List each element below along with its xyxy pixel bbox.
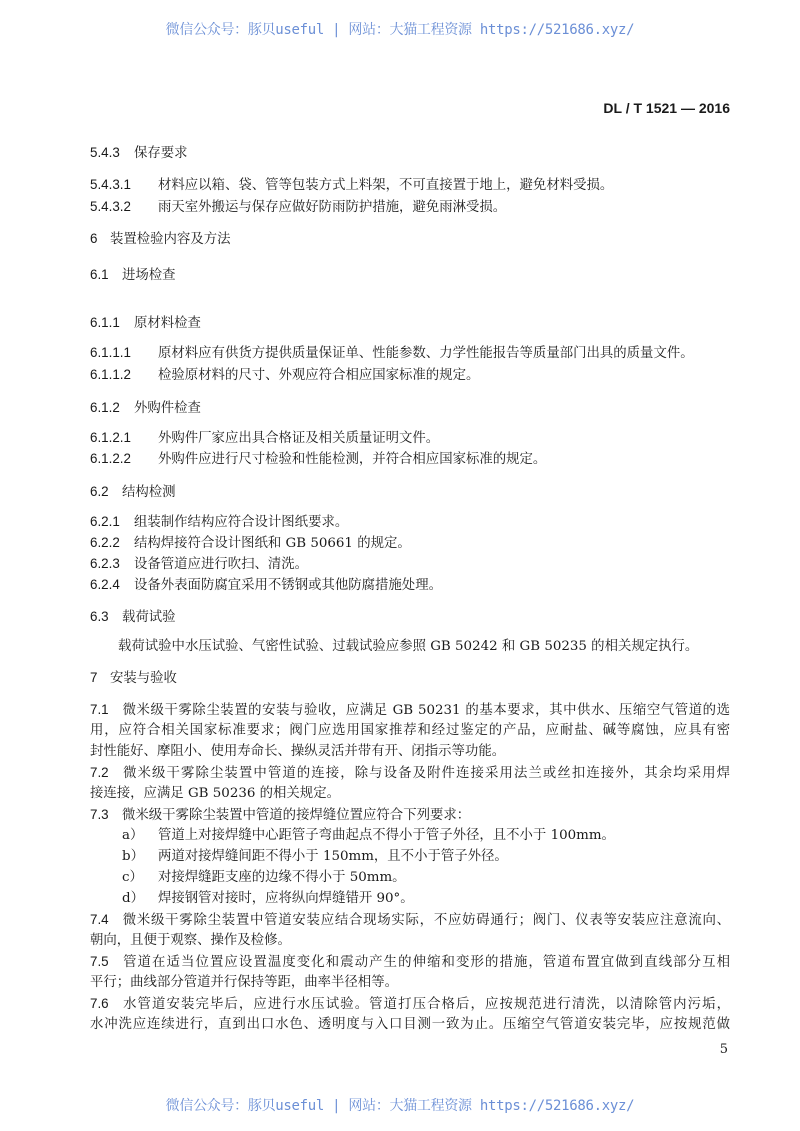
clause-text: 材料应以箱、袋、管等包装方式上料架，不可直接置于地上，避免材料受损。 <box>158 178 614 193</box>
clause-7-5-line <box>90 952 730 973</box>
clause-number: 6.2.3 <box>90 556 120 571</box>
clause-number: 6.1.2.1 <box>90 430 131 445</box>
clause-text: 微米级干雾除尘装置中管道的接焊缝位置应符合下列要求： <box>122 808 471 823</box>
clause-number: 6.1.2.2 <box>90 451 131 466</box>
heading-title: 进场检查 <box>122 267 176 282</box>
heading-5-4-3 <box>90 143 730 163</box>
heading-number: 6.1.1 <box>90 315 120 330</box>
item-text: 焊接钢管对接时，应将纵向焊缝错开 90°。 <box>158 891 414 906</box>
heading-title: 装置检验内容及方法 <box>110 231 231 246</box>
clause-text: 微米级干雾除尘装置的安装与验收，应满足 GB 50231 的基本要求，其中供水、压缩空气管道的选 <box>122 703 730 718</box>
clause-number: 7.5 <box>90 954 109 969</box>
heading-title: 结构检测 <box>122 484 176 499</box>
clause-text: 外购件应进行尺寸检验和性能检测，并符合相应国家标准的规定。 <box>158 452 547 467</box>
heading-6-2 <box>90 482 730 502</box>
clause-6-2-1 <box>90 512 730 533</box>
list-item <box>122 826 730 846</box>
clause-text: 微米级干雾除尘装置中管道安装应结合现场实际，不应妨碍通行；阀门、仪表等安装应注意流向、 <box>122 913 730 928</box>
clause-5-4-3-1 <box>90 175 730 196</box>
heading-title: 安装与验收 <box>110 670 177 685</box>
clause-text: 微米级干雾除尘装置中管道的连接，除与设备及附件连接采用法兰或丝扣连接外，其余均采用焊 <box>122 766 730 781</box>
item-text: 管道上对接焊缝中心距管子弯曲起点不得小于管子外径，且不小于 100mm。 <box>158 828 615 843</box>
heading-title: 保存要求 <box>134 145 188 160</box>
list-item <box>122 847 730 867</box>
watermark-top: 微信公众号：豚贝useful | 网站：大猫工程资源 https://521686.xyz/ <box>165 22 635 38</box>
clause-6-1-1-1 <box>90 343 730 364</box>
heading-number: 6.2 <box>90 484 109 499</box>
heading-6 <box>90 229 730 249</box>
clause-7-1-line: 用，应符合相关国家标准要求；阀门应选用国家推荐和经过鉴定的产品，应耐盐、碱等腐蚀，应具有密 <box>90 723 730 738</box>
clause-7-4-line: 朝向，且便于观察、操作及检修。 <box>90 933 291 948</box>
clause-number: 6.1.1.2 <box>90 367 131 382</box>
heading-number: 6.1 <box>90 267 109 282</box>
clause-number: 7.2 <box>90 765 109 780</box>
clause-number: 7.6 <box>90 996 109 1011</box>
clause-6-1-2-1 <box>90 428 730 449</box>
clause-number: 5.4.3.2 <box>90 199 131 214</box>
heading-number: 5.4.3 <box>90 145 120 160</box>
list-item <box>122 868 730 888</box>
standard-number: DL / T 1521 — 2016 <box>603 100 730 116</box>
clause-number: 7.3 <box>90 807 109 822</box>
heading-number: 6 <box>90 231 98 246</box>
heading-title: 载荷试验 <box>122 609 176 624</box>
clause-6-2-2 <box>90 533 730 554</box>
clause-text: 外购件厂家应出具合格证及相关质量证明文件。 <box>158 431 440 446</box>
clause-number: 6.2.2 <box>90 535 120 550</box>
heading-number: 6.1.2 <box>90 400 120 415</box>
clause-7-6-line <box>90 994 730 1015</box>
clause-text: 原材料应有供货方提供质量保证单、性能参数、力学性能报告等质量部门出具的质量文件。 <box>158 346 694 361</box>
clause-6-1-2-2 <box>90 449 730 470</box>
heading-6-1 <box>90 265 730 285</box>
heading-7 <box>90 668 730 688</box>
clause-number: 7.1 <box>90 702 109 717</box>
heading-title: 外购件检查 <box>134 400 201 415</box>
heading-6-1-2 <box>90 398 730 418</box>
clause-5-4-3-2 <box>90 197 730 218</box>
item-label: d） <box>122 891 144 906</box>
clause-number: 7.4 <box>90 912 109 927</box>
paragraph-6-3: 载荷试验中水压试验、气密性试验、过载试验应参照 GB 50242 和 GB 50235 的相关规定执行。 <box>118 639 699 654</box>
heading-number: 7 <box>90 670 98 685</box>
clause-number: 6.1.1.1 <box>90 345 131 360</box>
clause-text: 水管道安装完毕后，应进行水压试验。管道打压合格后，应按规范进行清洗，以清除管内污垢， <box>122 997 730 1012</box>
clause-7-1-line: 封性能好、摩阻小、使用寿命长、操纵灵活并带有开、闭指示等功能。 <box>90 744 506 759</box>
clause-number: 6.2.4 <box>90 577 120 592</box>
clause-6-1-1-2 <box>90 365 730 386</box>
clause-text: 组装制作结构应符合设计图纸要求。 <box>134 515 349 530</box>
item-label: b） <box>122 849 144 864</box>
clause-number: 6.2.1 <box>90 514 120 529</box>
clause-text: 检验原材料的尺寸、外观应符合相应国家标准的规定。 <box>158 368 480 383</box>
clause-6-2-4 <box>90 575 730 596</box>
clause-text: 雨天室外搬运与保存应做好防雨防护措施，避免雨淋受损。 <box>158 200 507 215</box>
clause-7-1-line <box>90 700 730 721</box>
clause-7-3 <box>90 805 730 826</box>
clause-text: 设备外表面防腐宜采用不锈钢或其他防腐措施处理。 <box>134 578 442 593</box>
clause-7-2-line: 接连接，应满足 GB 50236 的相关规定。 <box>90 786 340 801</box>
heading-6-1-1 <box>90 313 730 333</box>
clause-6-2-3 <box>90 554 730 575</box>
list-item <box>122 889 730 909</box>
heading-number: 6.3 <box>90 609 109 624</box>
clause-7-6-line: 水冲洗应连续进行，直到出口水色、透明度与入口目测一致为止。压缩空气管道安装完毕，应按规范做 <box>90 1017 730 1032</box>
clause-7-4-line <box>90 910 730 931</box>
item-label: a） <box>122 828 144 843</box>
clause-text: 设备管道应进行吹扫、清洗。 <box>134 557 309 572</box>
clause-number: 5.4.3.1 <box>90 177 131 192</box>
page-number: 5 <box>719 1042 728 1057</box>
clause-7-2-line <box>90 763 730 784</box>
item-text: 对接焊缝距支座的边缘不得小于 50mm。 <box>158 870 406 885</box>
heading-title: 原材料检查 <box>134 315 201 330</box>
clause-7-5-line: 平行；曲线部分管道并行保持等距，曲率半径相等。 <box>90 975 398 990</box>
watermark-bottom: 微信公众号：豚贝useful | 网站：大猫工程资源 https://521686.xyz/ <box>165 1098 635 1114</box>
heading-6-3 <box>90 607 730 627</box>
clause-text: 管道在适当位置应设置温度变化和震动产生的伸缩和变形的措施，管道布置宜做到直线部分互相 <box>122 955 730 970</box>
item-label: c） <box>122 870 143 885</box>
item-text: 两道对接焊缝间距不得小于 150mm，且不小于管子外径。 <box>158 849 508 864</box>
clause-text: 结构焊接符合设计图纸和 GB 50661 的规定。 <box>134 536 411 551</box>
